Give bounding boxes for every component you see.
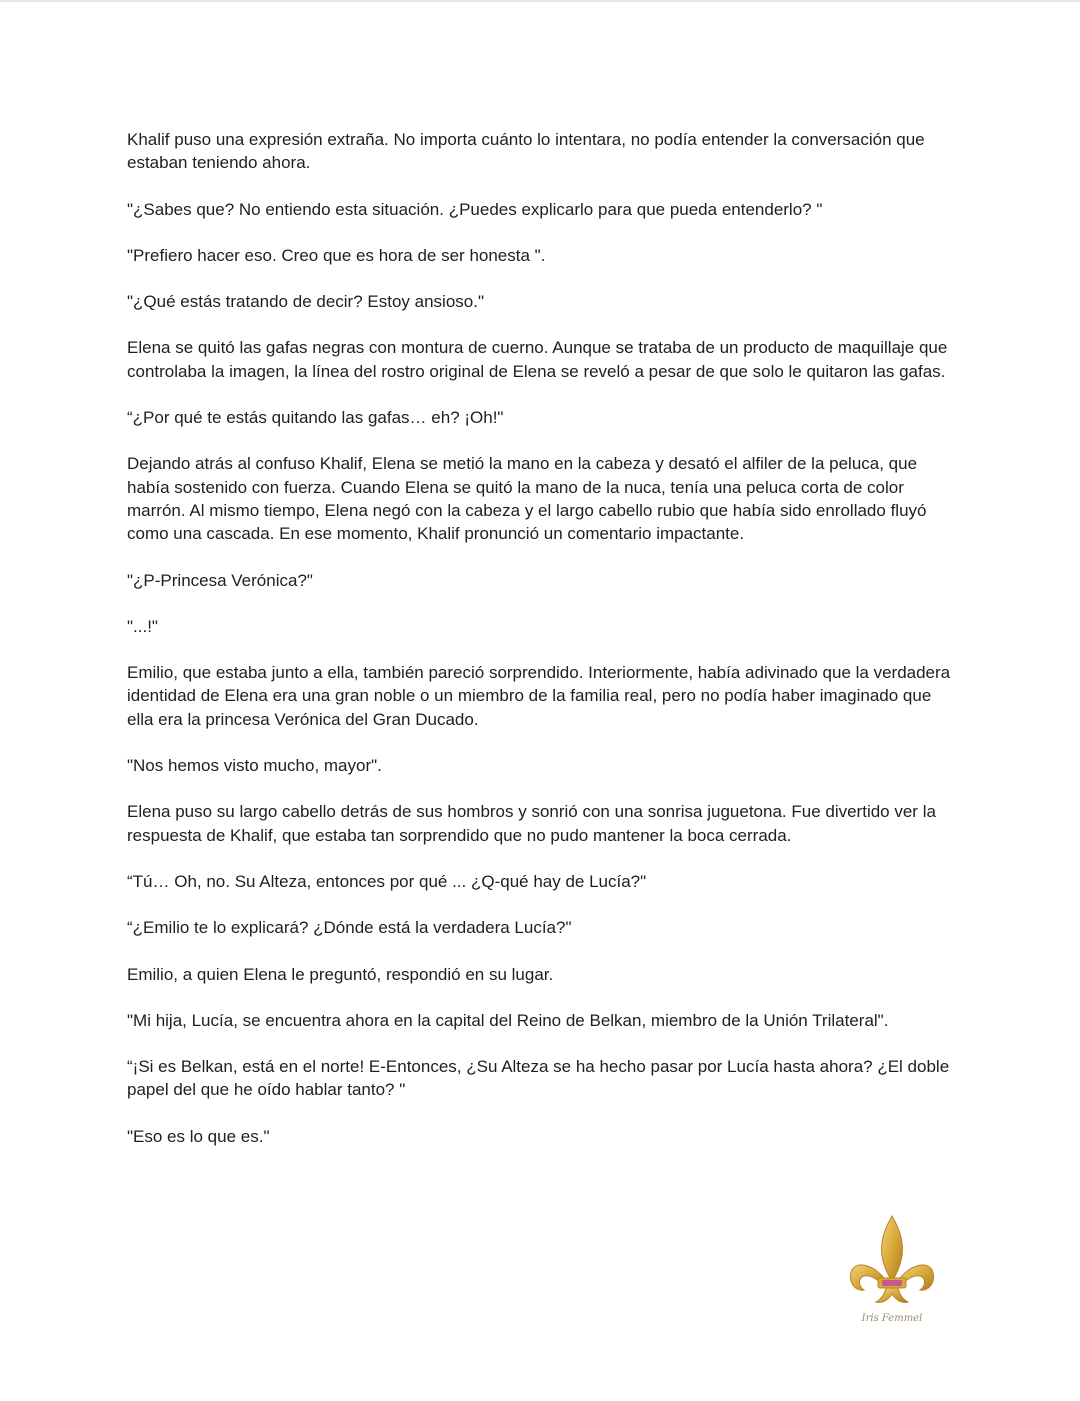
paragraph: Khalif puso una expresión extraña. No importa cuánto lo intentara, no podía entender la conversación que estaban teniendo ahora. [127, 130, 925, 173]
page-top-border [0, 0, 1080, 2]
paragraph: Dejando atrás al confuso Khalif, Elena se metió la mano en la cabeza y desató el alfiler de la peluca, que había sostenido con fuerza. Cuando Elena se quitó la mano de la nuca, tenía una peluca corta de color marrón. Al mismo tiempo, Elena negó con la cabeza y el largo cabello rubio que había sido enrollado fluyó como una cascada. En ese momento, Khalif pronunció un comentario impactante. [127, 454, 927, 544]
paragraph: "¿Sabes que? No entiendo esta situación. ¿Puedes explicarlo para que pueda entenderlo? " [127, 199, 823, 219]
paragraph: "Nos hemos visto mucho, mayor". [127, 756, 382, 776]
paragraph: "Eso es lo que es." [127, 1126, 270, 1146]
paragraph: Elena puso su largo cabello detrás de sus hombros y sonrió con una sonrisa juguetona. Fue divertido ver la respuesta de Khalif, que estaba tan sorprendido que no pudo mantener la boca cerrada. [127, 802, 936, 845]
paragraph: "Prefiero hacer eso. Creo que es hora de ser honesta ". [127, 245, 546, 265]
paragraph: Emilio, a quien Elena le preguntó, respondió en su lugar. [127, 964, 554, 984]
paragraph: “¿Emilio te lo explicará? ¿Dónde está la verdadera Lucía?" [127, 918, 572, 938]
paragraph: "¿P-Princesa Verónica?" [127, 570, 313, 590]
paragraph: Elena se quitó las gafas negras con montura de cuerno. Aunque se trataba de un producto de maquillaje que controlaba la imagen, la línea del rostro original de Elena se reveló a pesar de que solo le quitaron las gafas. [127, 338, 948, 381]
paragraph: “Tú… Oh, no. Su Alteza, entonces por qué ... ¿Q-qué hay de Lucía?" [127, 871, 647, 891]
fleur-de-lis-logo [844, 1212, 940, 1330]
paragraph: "Mi hija, Lucía, se encuentra ahora en la capital del Reino de Belkan, miembro de la Unión Trilateral". [127, 1010, 889, 1030]
paragraph: “¡Si es Belkan, está en el norte! E-Entonces, ¿Su Alteza se ha hecho pasar por Lucía hasta ahora? ¿El doble papel del que he oído hablar tanto? " [127, 1057, 950, 1100]
document-page [127, 128, 957, 1171]
fleur-de-lis-icon [844, 1212, 940, 1330]
paragraph: Emilio, que estaba junto a ella, también pareció sorprendido. Interiormente, había adivinado que la verdadera identidad de Elena era una gran noble o un miembro de la familia real, pero no podía haber imaginado que ella era la princesa Verónica del Gran Ducado. [127, 663, 951, 729]
paragraph: "...!" [127, 616, 158, 636]
paragraph: "¿Qué estás tratando de decir? Estoy ansioso." [127, 292, 484, 312]
logo-caption: Iris Femmel [861, 1313, 923, 1324]
paragraph: “¿Por qué te estás quitando las gafas… eh? ¡Oh!" [127, 408, 504, 428]
